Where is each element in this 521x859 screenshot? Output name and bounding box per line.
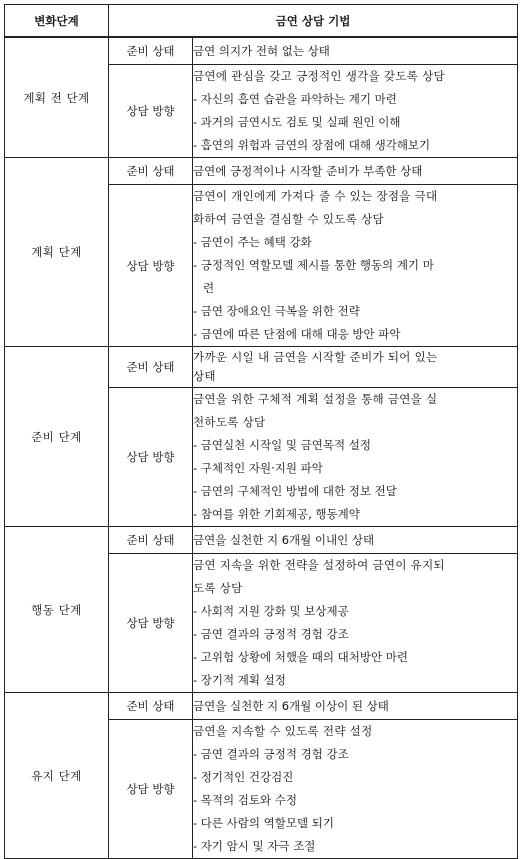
counsel-line: - 금연 결과의 긍정적 경험 강조 xyxy=(193,747,349,761)
counsel-label: 상담 방향 xyxy=(109,388,193,527)
counsel-line: - 긍정적인 역할모델 제시를 통한 행동의 계기 마 xyxy=(193,258,434,272)
readiness-text: 금연에 긍정적이나 시작할 준비가 부족한 상태 xyxy=(193,158,518,185)
readiness-text: 금연을 실천한 지 6개월 이상이 된 상태 xyxy=(193,693,518,720)
counsel-line: - 금연 결과의 긍정적 경험 강조 xyxy=(193,627,349,641)
counsel-line: 금연을 지속할 수 있도록 전략 설정 xyxy=(193,724,373,738)
counsel-line: 금연에 관심을 갖고 긍정적인 생각을 갖도록 상담 xyxy=(193,69,445,83)
readiness-line: 상태 xyxy=(193,369,216,383)
counsel-text xyxy=(193,720,518,859)
counsel-line: - 금연이 주는 혜택 강화 xyxy=(193,235,312,249)
counsel-text xyxy=(193,65,518,158)
counsel-line: - 과거의 금연시도 검토 및 실패 원인 이해 xyxy=(193,115,401,129)
readiness-label: 준비 상태 xyxy=(109,347,193,388)
counsel-line: - 금연 장애요인 극복을 위한 전략 xyxy=(193,304,360,318)
stage-row-readiness xyxy=(5,693,518,720)
counsel-line: - 자기 암시 및 자극 조절 xyxy=(193,839,316,853)
counsel-label: 상담 방향 xyxy=(109,720,193,859)
counsel-line: - 장기적 계획 설정 xyxy=(193,673,286,687)
readiness-line: 가까운 시일 내 금연을 시작할 준비가 되어 있는 xyxy=(193,350,438,364)
readiness-label: 준비 상태 xyxy=(109,37,193,65)
header-row xyxy=(5,5,518,38)
counsel-line: - 참여를 위한 기회제공, 행동계약 xyxy=(193,507,360,521)
counsel-line: 천하도록 상담 xyxy=(193,415,266,429)
counsel-line: 금연 지속을 위한 전략을 설정하여 금연이 유지되 xyxy=(193,558,445,572)
smoking-cessation-counseling-table xyxy=(4,4,518,859)
stage-row-readiness xyxy=(5,527,518,554)
counsel-line: - 사회적 지원 강화 및 보상제공 xyxy=(193,604,349,618)
readiness-label: 준비 상태 xyxy=(109,158,193,185)
counsel-line: 금연이 개인에게 가져다 줄 수 있는 장점을 극대 xyxy=(193,189,438,203)
counsel-line: - 다른 사람의 역할모델 되기 xyxy=(193,816,334,830)
stage-name: 계획 단계 xyxy=(5,158,109,347)
counsel-line: - 정기적인 건강검진 xyxy=(193,770,294,784)
counsel-line: 도록 상담 xyxy=(193,581,243,595)
counsel-line: 금연을 위한 구체적 계획 설정을 통해 금연을 실 xyxy=(193,392,438,406)
counsel-line: - 금연에 따른 단점에 대해 대응 방안 파악 xyxy=(193,327,401,341)
stage-name: 행동 단계 xyxy=(5,527,109,693)
counsel-line: - 구체적인 자원·지원 파악 xyxy=(193,461,323,475)
counsel-line: - 금연의 구체적인 방법에 대한 정보 전달 xyxy=(193,484,397,498)
counsel-line: - 고위험 상황에 처했을 때의 대처방안 마련 xyxy=(193,650,408,664)
counsel-label: 상담 방향 xyxy=(109,554,193,693)
counsel-line: - 흡연의 위험과 금연의 장점에 대해 생각해보기 xyxy=(193,138,431,152)
counsel-text xyxy=(193,388,518,527)
stage-name: 계획 전 단계 xyxy=(5,37,109,158)
counsel-line: 련 xyxy=(203,281,215,295)
readiness-text: 금연을 실천한 지 6개월 이내인 상태 xyxy=(193,527,518,554)
readiness-text: 금연 의지가 전혀 없는 상태 xyxy=(193,37,518,65)
readiness-label: 준비 상태 xyxy=(109,527,193,554)
counsel-line: 화하여 금연을 결심할 수 있도록 상담 xyxy=(193,212,384,226)
counsel-text xyxy=(193,554,518,693)
stage-row-readiness xyxy=(5,158,518,185)
readiness-label: 준비 상태 xyxy=(109,693,193,720)
counsel-label: 상담 방향 xyxy=(109,185,193,347)
stage-row-readiness xyxy=(5,347,518,388)
counsel-line: - 자신의 흡연 습관을 파악하는 계기 마련 xyxy=(193,92,397,106)
header-stage: 변화단계 xyxy=(5,5,109,38)
counsel-label: 상담 방향 xyxy=(109,65,193,158)
stage-name: 준비 단계 xyxy=(5,347,109,527)
counsel-text xyxy=(193,185,518,347)
readiness-text xyxy=(193,347,518,388)
stage-row-readiness xyxy=(5,37,518,65)
counsel-line: - 금연실천 시작일 및 금연목적 설정 xyxy=(193,438,371,452)
header-method: 금연 상담 기법 xyxy=(109,5,518,38)
stage-name: 유지 단계 xyxy=(5,693,109,859)
counsel-line: - 목적의 검토와 수정 xyxy=(193,793,297,807)
